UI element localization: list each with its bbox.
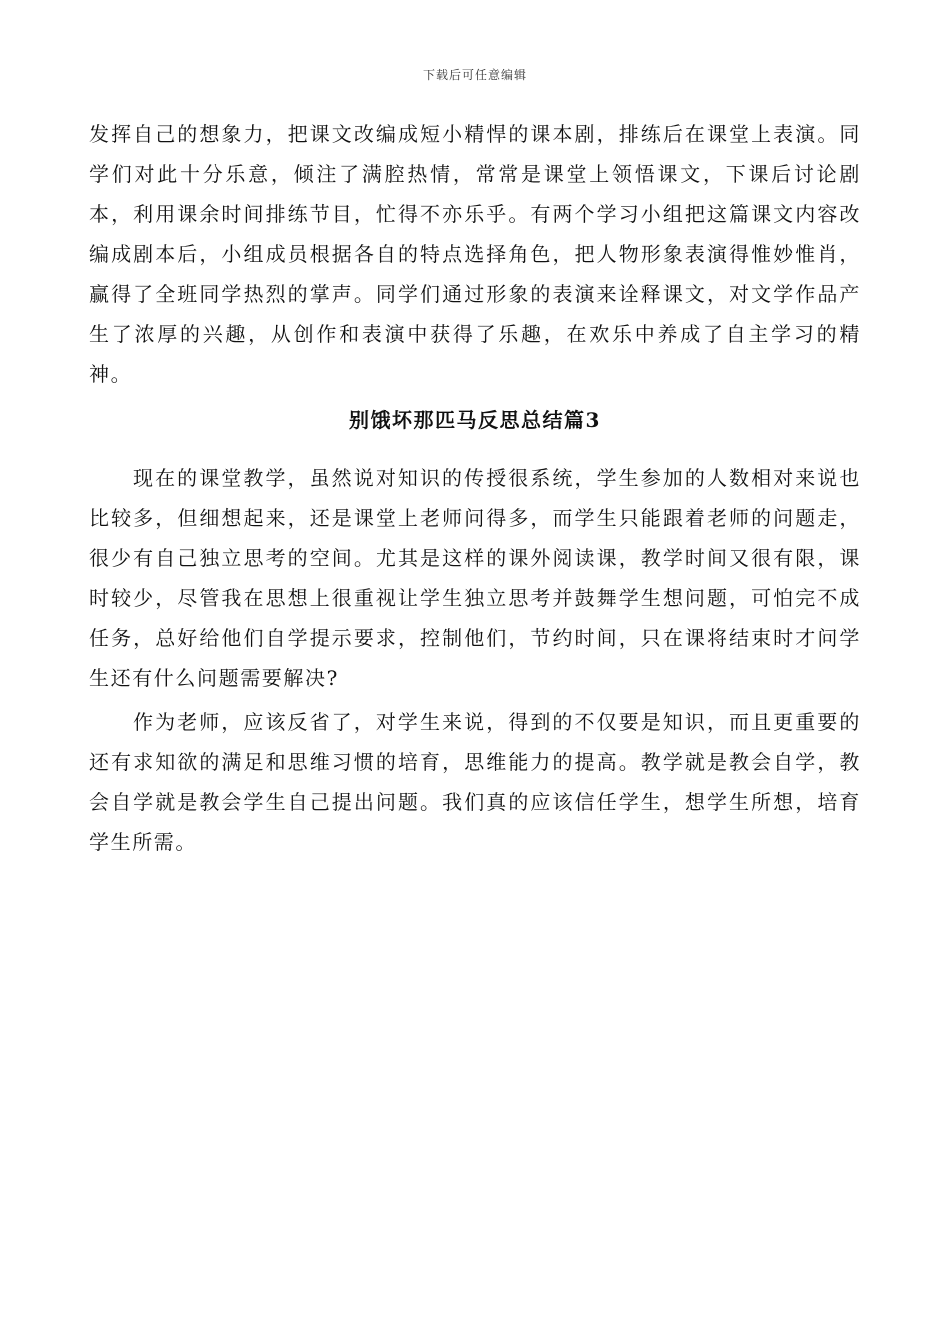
- page-header: 下载后可任意编辑: [422, 68, 527, 82]
- body-paragraph-3: 作为老师，应该反省了，对学生来说，得到的不仅要是知识，而且更重要的还有求知欲的满足和思维习惯的培育，思维能力的提高。教学就是教会自学，教会自学就是教会学生自己提出问题。我们真的应该信任学生，想学生所想，培育学生所需。: [89, 710, 861, 854]
- section-title: 别饿坏那匹马反思总结篇3: [349, 408, 601, 432]
- body-paragraph-2: 现在的课堂教学，虽然说对知识的传授很系统，学生参加的人数相对来说也比较多，但细想起来，还是课堂上老师问得多，而学生只能跟着老师的问题走，很少有自己独立思考的空间。尤其是这样的课外阅读课，教学时间又很有限，课时较少，尽管我在思想上很重视让学生独立思考并鼓舞学生想问题，可怕完不成任务，总好给他们自学提示要求，控制他们，节约时间，只在课将结束时才问学生还有什么问题需要解决?: [89, 466, 861, 690]
- body-paragraph-1: 发挥自己的想象力，把课文改编成短小精悍的课本剧，排练后在课堂上表演。同学们对此十分乐意，倾注了满腔热情，常常是课堂上领悟课文，下课后讨论剧本，利用课余时间排练节目，忙得不亦乐乎。有两个学习小组把这篇课文内容改编成剧本后，小组成员根据各自的特点选择角色，把人物形象表演得惟妙惟肖，赢得了全班同学热烈的掌声。同学们通过形象的表演来诠释课文，对文学作品产生了浓厚的兴趣，从创作和表演中获得了乐趣，在欢乐中养成了自主学习的精神。: [89, 122, 861, 386]
